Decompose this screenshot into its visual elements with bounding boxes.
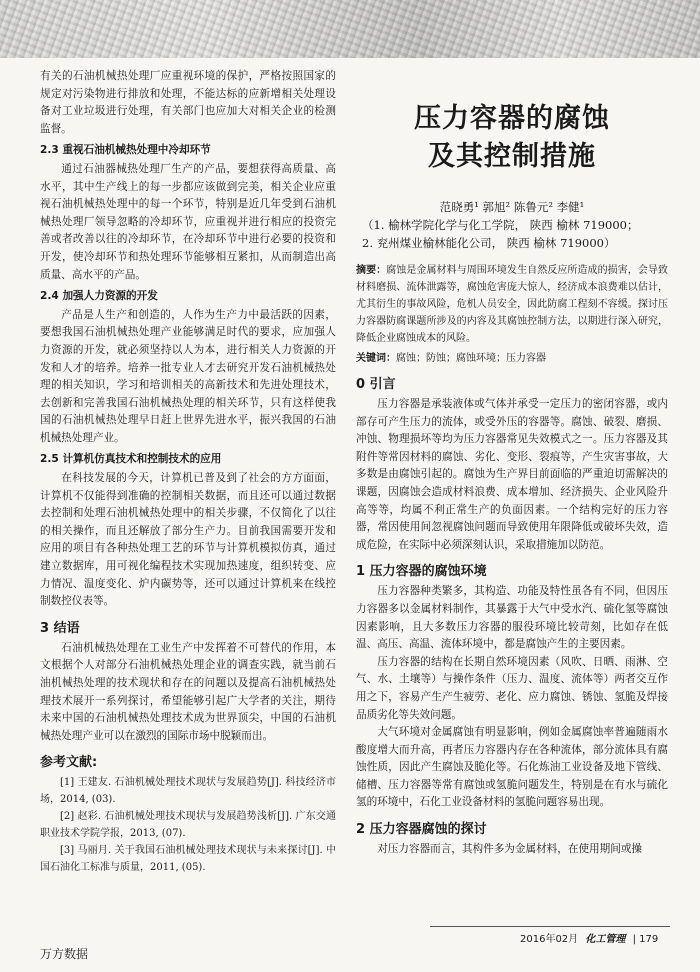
section-2-paragraph: 对压力容器而言，其构件多为金属材料，在使用期间或操	[377, 843, 643, 856]
section-2-3-paragraph: 通过石油器械热处理厂生产的产品，要想获得高质量、高水平，其中生产线上的每一步都应该做到完美，相关企业应重视石油机械热处理中的每一个环节，特别是近几年受到石油机械热处理厂领导忽略的冷却环节，应重视并进行相应的投资完善或者改善以往的冷却环节，在冷却环节中进行必要的投资和开发，使冷却环节和热处理环节能够相互紧扣，从而制造出高质量、高水平的产品。	[40, 162, 336, 281]
affiliation-2: 2. 兖州煤业榆林能化公司， 陕西 榆林 719000）	[362, 236, 616, 250]
left-column	[40, 68, 336, 876]
journal-name: 化工管理	[585, 934, 626, 945]
article-title	[356, 100, 668, 176]
footer-rule	[430, 926, 670, 927]
issue-date: 2016年02月	[520, 934, 579, 945]
section-1-paragraph-2: 压力容器的结构在长期自然环境因素（风吹、日晒、雨淋、空气、水、土壤等）与操作条件（压力、温度、流体等）两者交互作用之下，容易产生产生疲劳、老化、应力腐蚀、锈蚀、氢脆及焊接品质劣化等失效问题。	[356, 655, 668, 721]
section-2-4-heading: 2.4 加强人力资源的开发	[40, 290, 158, 303]
intro-paragraph: 有关的石油机械热处理厂应重视环境的保护，严格按照国家的规定对污染物进行排放和处理，不能达标的应新增相关处理设备对工业垃圾进行处理，有关部门也应加大对相关企业的检测监督。	[40, 70, 336, 135]
section-1-paragraph-3: 大气环境对金属腐蚀有明显影响，例如金属腐蚀率普遍随雨水酸度增大而升高，再者压力容器内存在各种流体，部分流体具有腐蚀性质，因此产生腐蚀及脆化等。石化炼油工业设备及地下管线、储槽、压力容器等常有腐蚀或氢脆问题发生，特别是在有水与硫化氢的环境中，石化工业设备材料的氢脆问题容易出现。	[356, 726, 668, 809]
section-2-5-heading: 2.5 计算机仿真技术和控制技术的应用	[40, 453, 222, 466]
references-heading: 参考文献:	[40, 755, 98, 771]
affiliation-1: （1. 榆林学院化学与化工学院， 陕西 榆林 719000；	[362, 218, 639, 232]
abstract	[356, 262, 668, 367]
keywords-text: 腐蚀；防蚀；腐蚀环境；压力容器	[396, 353, 546, 364]
section-2-heading: 2 压力容器腐蚀的探讨	[356, 822, 487, 838]
page-number: 179	[639, 934, 659, 945]
article-title-line-2: 及其控制措施	[428, 141, 596, 172]
keywords-label: 关键词：	[356, 353, 396, 364]
author-list: 范晓勇¹ 郭旭² 陈鲁元² 李健¹	[439, 200, 585, 214]
header-texture-band	[0, 0, 700, 58]
footer-separator: |	[632, 934, 636, 945]
reference-item: [1] 王建友. 石油机械处理技术现状与发展趋势[J]. 科技经济市场，2014, (03).	[40, 777, 336, 806]
right-column	[356, 68, 668, 859]
abstract-text: 腐蚀是金属材料与周围环境发生自然反应所造成的损害，会导致材料磨损、流体泄露等，腐蚀危害庞大惊人，经济成本浪费难以估计，尤其衍生的事故风险，危机人员安全，因此防腐工程刻不容缓。探讨压力容器防腐课题所涉及的内容及其腐蚀控制方法，以期进行深入研究，降低企业腐蚀成本的风险。	[356, 265, 669, 344]
section-0-heading: 0 引言	[356, 377, 396, 392]
article-title-line-1: 压力容器的腐蚀	[414, 103, 610, 134]
reference-item: [2] 赵彩. 石油机械处理技术现状与发展趋势浅析[J]. 广东交通职业技术学院学报，2013, (07).	[40, 811, 336, 840]
section-3-heading: 3 结语	[40, 620, 80, 636]
page-footer	[520, 930, 658, 945]
section-1-paragraph-1: 压力容器种类繁多，其构造、功能及特性虽各有不同，但因压力容器多以金属材料制作，其暴露于大气中受水汽、硫化氢等腐蚀因素影响，且大多数压力容器的服役环境比较苛刻，比如存在低温、高压、高温、流体环境中，都是腐蚀产生的主要因素。	[356, 585, 668, 651]
section-2-5-paragraph: 在科技发展的今天，计算机已普及到了社会的方方面面，计算机不仅能得到准确的控制相关数据，而且还可以通过数据去控制和处理石油机械热处理中的相关步骤，不仅简化了以往的相关操作，而且还解放了部分生产力。目前我国需要开发和应用的项目有各种热处理工艺的环节与计算机模拟仿真，通过建立数据库，用可视化编程技术实现加热速度，组织转变、应力情况、温度变化、炉内碳势等，还可以通过计算机来在线控制数控仪表等。	[40, 472, 336, 608]
abstract-label: 摘要：	[356, 265, 387, 276]
section-2-3-heading: 2.3 重视石油机械热处理中冷却环节	[40, 144, 211, 157]
reference-item: [3] 马丽月. 关于我国石油机械处理技术现状与未来探讨[J]. 中国石油化工标准与质量，2011, (05).	[40, 845, 336, 874]
section-0-paragraph: 压力容器是承装液体或气体并承受一定压力的密闭容器，或内部存可产生压力的流体，或受外压的容器等。腐蚀、破裂、磨损、冲蚀、物理损坏等均为压力容器常见失效模式之一。压力容器及其附件等常因材料的腐蚀、劣化、变形、裂痕等，产生灾害事故，大多数是由腐蚀引起的。腐蚀为生产界目前面临的严重迫切需解决的课题，因腐蚀会造成材料浪费、成本增加、经济损失、企业风险升高等等，均属不利正常生产的负面因素。一个结构完好的压力容器，常因使用间忽视腐蚀问题而导致使用年限降低或破坏失效，造成危险，在实际中必须深刻认识，采取措施加以防范。	[356, 398, 668, 551]
section-2-4-paragraph: 产品是人生产和创造的，人作为生产力中最活跃的因素，要想我国石油机械热处理产业能够满足时代的要求，应加强人力资源的开发，就必须坚持以人为本，进行相关人力资源的开发和人才的培养。培养一批专业人才去研究开发石油机械热处理的相关知识，学习和培训相关的高新技术和先进处理技术，去创新和完善我国石油机械热处理的相关环节，只有这样使我国的石油机械热处理早日赶上世界先进水平，振兴我国的石油机械热处理产业。	[40, 308, 336, 444]
section-1-heading: 1 压力容器的腐蚀环境	[356, 564, 487, 580]
source-watermark: 万方数据	[40, 947, 89, 961]
section-3-paragraph: 石油机械热处理在工业生产中发挥着不可替代的作用，本文根据个人对部分石油机械热处理企业的调查实践，就当前石油机械热处理的技术现状和存在的问题以及提高石油机械热处理技术展开一系列探讨，希望能够引起广大学者的关注，期待未来中国的石油机械热处理技术成为世界顶尖，中国的石油机械热处理产业可以在激烈的国际市场中脱颖而出。	[40, 641, 336, 742]
